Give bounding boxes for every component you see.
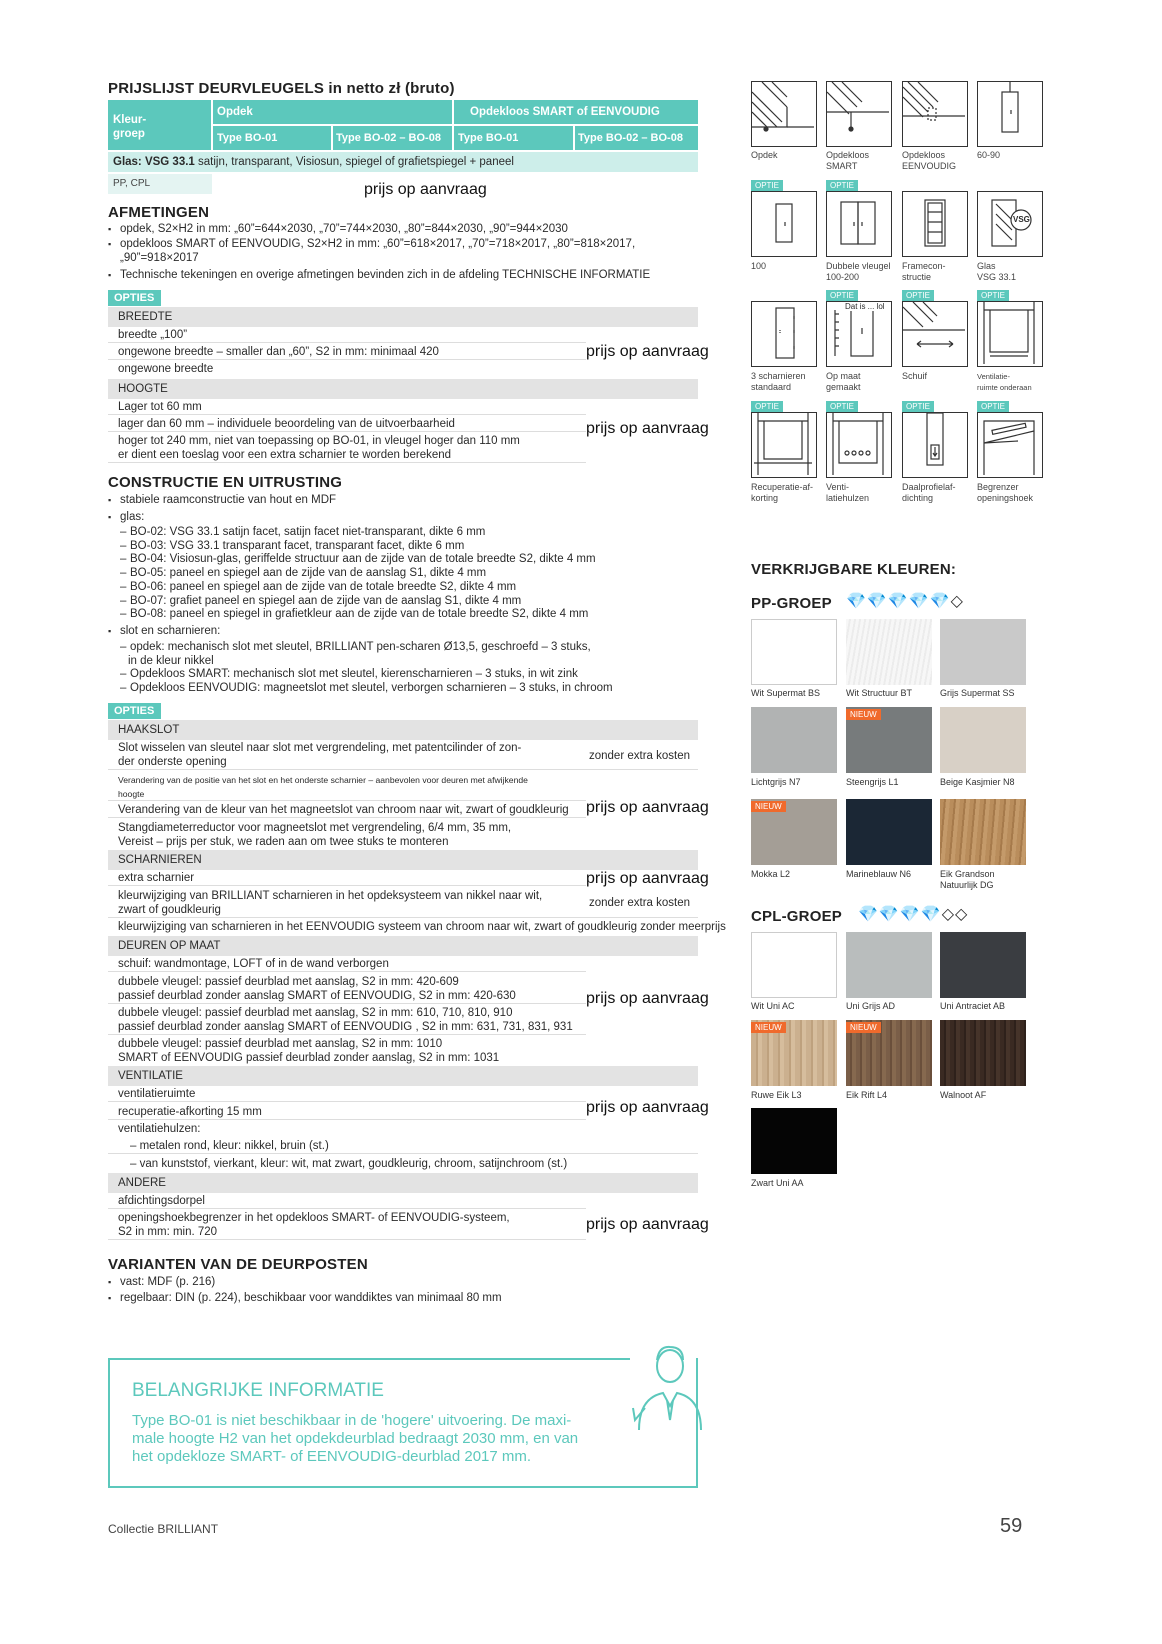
opdekloos-smart-icon [826,81,892,147]
optie-badge: OPTIE [977,401,1009,412]
icon-caption: Opdekloos SMART [826,150,870,171]
deuren-header: DEUREN OP MAAT [108,936,698,956]
breedte-header: BREEDTE [108,307,698,327]
door-100-icon [751,191,817,257]
pp-group-title: PP-GROEP [751,595,832,612]
table-row: ventilatieruimte [108,1087,586,1102]
col-type: Type BO-02 – BO-08 [575,126,698,150]
icon-caption: Opdek [751,150,778,160]
price-value: prijs op aanvraag [586,420,709,437]
optie-badge: OPTIE [826,290,858,301]
section-title: CONSTRUCTIE EN UITRUSTING [108,474,343,491]
color-label: Wit Structuur BT [846,688,913,698]
hoogte-header: HOOGTE [108,379,698,399]
custom-made-icon: Dat is ... lol [826,301,892,367]
price-value: prijs op aanvraag [364,181,487,198]
col-type: Type BO-01 [454,126,574,150]
opening-angle-limiter-icon [977,412,1043,478]
color-label: Beige Kasjmier N8 [940,777,1015,787]
table-row: hoger tot 240 mm, niet van toepassing op BO-01, in vleugel hoger dan 110 mm [118,435,520,447]
table-row: Vereist – prijs per stuk, we raden aan om twee stuks te monteren [118,836,449,848]
list-item: – BO-02: VSG 33.1 satijn facet, satijn facet niet-transparant, dikte 6 mm [108,526,728,540]
list-item: ▪ Technische tekeningen en overige afmetingen bevinden zich in de afdeling TECHNISCHE INFORMATIE [108,268,668,283]
optie-badge: OPTIE [826,401,858,412]
table-row: – van kunststof, vierkant, kleur: wit, mat zwart, goudkleurig, chroom, satijnchroom (st.) [130,1158,568,1170]
table-row: passief deurblad zonder aanslag SMART of EENVOUDIG, S2 in mm: 420-630 [108,989,586,1004]
color-swatch[interactable] [940,707,1026,773]
opties-tag: OPTIES [108,703,161,719]
colors-title: VERKRIJGBARE KLEUREN: [751,561,957,578]
color-label: Walnoot AF [940,1090,987,1100]
list-item: – opdek: mechanisch slot met sleutel, BRILLIANT pen-scharen Ø13,5, geschroefd – 3 stuks, [108,641,728,655]
list-item: ▪ glas: [108,510,708,525]
icon-caption: Opdekloos EENVOUDIG [902,150,957,171]
optie-badge: OPTIE [751,401,783,412]
color-label: Mokka L2 [751,869,791,879]
icon-caption: Framecon- structie [902,261,946,282]
page-number: 59 [1000,1515,1023,1537]
table-row: schuif: wandmontage, LOFT of in de wand verborgen [108,957,586,972]
table-row: ongewone breedte – smaller dan „60”, S2 in mm: minimaal 420 [108,345,586,360]
drop-seal-icon [902,412,968,478]
section-title: AFMETINGEN [108,204,210,221]
table-row: ongewone breedte [118,363,214,375]
ventilation-gap-icon [977,301,1043,367]
advisor-icon [625,1338,715,1438]
list-item: – Opdekloos EENVOUDIG: magneetslot met sleutel, verborgen scharnieren – 3 stuks, in chroom [108,682,728,696]
list-item: – BO-04: Visiosun-glas, geriffelde structuur aan de zijde van de totale breedte S2, dikte 4 mm [108,553,728,567]
recuperation-icon [751,412,817,478]
new-badge: NIEUW [846,1022,881,1033]
color-swatch[interactable] [940,1020,1026,1086]
col-opdekloos: Opdekloos SMART of EENVOUDIG [454,100,698,124]
cpl-group-title: CPL-GROEP [751,908,842,925]
door-width-icon [977,81,1043,147]
price-value: prijs op aanvraag [586,990,709,1007]
price-value: prijs op aanvraag [586,1099,709,1116]
table-row: Lager tot 60 mm [108,400,586,415]
slot-list [108,641,728,696]
icon-caption: Schuif [902,371,928,381]
icon-caption: 3 scharnieren standaard [751,371,806,392]
price-free: zonder extra kosten [589,750,691,762]
color-label: Zwart Uni AA [751,1178,804,1188]
table-row: S2 in mm: min. 720 [108,1225,586,1240]
afmetingen-list [108,222,668,282]
table-row: dubbele vleugel: passief deurblad met aanslag, S2 in mm: 610, 710, 810, 910 [118,1007,513,1019]
color-label: Eik Rift L4 [846,1090,888,1100]
list-item: ▪ vast: MDF (p. 216) [108,1274,668,1290]
new-badge: NIEUW [846,709,881,720]
glas-row: Glas: VSG 33.1 satijn, transparant, Visiosun, spiegel of grafietspiegel + paneel [108,152,698,172]
list-item: – BO-07: grafiet paneel en spiegel aan de zijde van de aanslag S1, dikte 4 mm [108,595,728,609]
color-label: Eik Grandson Natuurlijk DG [940,869,995,890]
scharnieren-header: SCHARNIEREN [108,850,698,870]
icon-caption: Op maat gemaakt [826,371,861,392]
sliding-door-icon [902,301,968,367]
new-badge: NIEUW [751,1022,786,1033]
color-label: Wit Uni AC [751,1001,795,1011]
icon-caption: 60-90 [977,150,1001,160]
page-title: PRIJSLIJST DEURVLEUGELS in netto zł (bruto) [108,80,455,97]
table-row: – metalen rond, kleur: nikkel, bruin (st.) [108,1139,698,1154]
hinges-icon [751,301,817,367]
varianten-list [108,1274,668,1306]
group-cell: PP, CPL [108,174,212,194]
table-row: recuperatie-afkorting 15 mm [108,1105,586,1120]
color-swatch[interactable] [940,619,1026,685]
table-row: der onderste opening [108,755,698,770]
table-row: Stangdiameterreductor voor magneetslot met vergrendeling, 6/4 mm, 35 mm, [118,822,512,834]
info-title: BELANGRIJKE INFORMATIE [132,1380,384,1401]
constructie-list [108,624,708,639]
price-value: prijs op aanvraag [586,870,709,887]
optie-badge: OPTIE [902,401,934,412]
optie-badge: OPTIE [826,180,858,191]
list-item: in de kleur nikkel [128,654,214,667]
table-row: zwart of goudkleurig [108,903,698,918]
footer-collection: Collectie BRILLIANT [108,1522,219,1536]
price-free: zonder extra kosten [589,897,691,909]
icon-caption: Daalprofielaf- dichting [902,482,956,503]
table-row: dubbele vleugel: passief deurblad met aanslag, S2 in mm: 1010 [118,1038,443,1050]
color-swatch[interactable] [846,932,932,998]
table-row: extra scharnier [108,871,586,886]
table-row: SMART of EENVOUDIG passief deurblad zonder aanslag, S2 in mm: 1031 [118,1052,500,1064]
color-swatch[interactable] [940,932,1026,998]
table-row: afdichtingsdorpel [108,1194,586,1209]
list-item: ▪ regelbaar: DIN (p. 224), beschikbaar voor wanddiktes van minimaal 80 mm [108,1290,668,1306]
list-item: – BO-06: paneel en spiegel aan de zijde van de totale breedte S2, dikte 4 mm [108,581,728,595]
price-value: prijs op aanvraag [586,1216,709,1233]
color-swatch[interactable] [751,932,837,998]
icon-caption: Glas VSG 33.1 [977,261,1017,282]
opties-tag: OPTIES [108,290,161,306]
list-item: – BO-03: VSG 33.1 transparant facet, transparant facet, dikte 6 mm [108,540,728,554]
haakslot-header: HAAKSLOT [108,720,698,740]
col-type: Type BO-02 – BO-08 [333,126,453,150]
table-row: openingshoekbegrenzer in het opdekloos SMART- of EENVOUDIG-systeem, [118,1212,510,1224]
constructie-list [108,493,708,524]
color-label: Grijs Supermat SS [940,688,1015,698]
table-row: hoogte [118,789,145,799]
color-label: Wit Supermat BS [751,688,821,698]
col-kleurgroep: Kleur-groep [113,114,147,140]
table-row: kleurwijziging van BRILLIANT scharnieren in het opdeksysteem van nikkel naar wit, [118,890,543,902]
ventilatie-header: VENTILATIE [108,1066,698,1086]
list-item: ▪ stabiele raamconstructie van hout en MDF [108,493,708,508]
list-item: ▪ opdek, S2×H2 in mm: „60”=644×2030, „70”=744×2030, „80”=844×2030, „90”=944×2030 [108,222,668,237]
list-item: – BO-05: paneel en spiegel aan de zijde van de aanslag S1, dikte 4 mm [108,567,728,581]
icon-caption: Ventilatie- ruimte onderaan [977,372,1032,392]
optie-badge: OPTIE [977,290,1009,301]
color-label: Lichtgrijs N7 [751,777,801,787]
table-row: Verandering van de kleur van het magneetslot van chroom naar wit, zwart of goudkleurig [108,803,586,818]
new-badge: NIEUW [751,801,786,812]
col-type: Type BO-01 [213,126,332,150]
ventilation-sleeves-icon [826,412,892,478]
info-text: Type BO-01 is niet beschikbaar in de 'hogere' uitvoering. De maxi- male hoogte H2 van het opdekdeurblad bedraagt 2030 mm, en van het opdekloze SMART- of EENVOUDIG-deurblad 2017 mm. [132,1412,579,1465]
color-label: Uni Grijs AD [846,1001,896,1011]
price-value: prijs op aanvraag [586,799,709,816]
list-item: ▪ slot en scharnieren: [108,624,708,639]
opdekloos-eenvoudig-icon [902,81,968,147]
optie-badge: OPTIE [751,180,783,191]
opdek-icon [751,81,817,147]
color-label: Ruwe Eik L3 [751,1090,802,1100]
color-swatch[interactable] [940,799,1026,865]
color-label: Uni Antraciet AB [940,1001,1006,1011]
color-swatch[interactable] [846,799,932,865]
section-title: VARIANTEN VAN DE DEURPOSTEN [108,1256,368,1273]
table-row: er dient een toeslag voor een extra scharnier te worden berekend [108,448,586,463]
double-door-icon [826,191,892,257]
color-swatch[interactable] [751,619,837,685]
table-row: passief deurblad zonder aanslag SMART of EENVOUDIG , S2 in mm: 631, 731, 831, 931 [108,1020,586,1035]
price-value: prijs op aanvraag [586,343,709,360]
glass-vsg-icon: VSG [977,191,1043,257]
icon-caption: Venti- latiehulzen [826,482,870,503]
icon-caption: Recuperatie-af- korting [751,482,814,503]
andere-header: ANDERE [108,1173,698,1193]
list-item: – Opdekloos SMART: mechanisch slot met sleutel, kierenscharnieren – 3 stuks, in wit zink [108,668,728,682]
table-row: breedte „100” [108,328,586,343]
list-item: – BO-08: paneel en spiegel in grafietkleur aan de zijde van de totale breedte S2, dikte 4 mm [108,608,728,622]
table-row: Slot wisselen van sleutel naar slot met vergrendeling, met patentcilinder of zon- [118,742,522,754]
diamond-rating-icon: 💎💎💎💎◇◇ [858,906,969,923]
icon-caption: 100 [751,261,767,271]
icon-caption: Begrenzer openingshoek [977,482,1034,503]
color-swatch[interactable] [846,619,932,685]
table-row: ventilatiehulzen: [118,1123,201,1135]
color-swatch[interactable] [751,707,837,773]
table-row: lager dan 60 mm – individuele beoordeling van de uitvoerbaarheid [108,417,586,432]
frame-construction-icon [902,191,968,257]
icon-caption: Dubbele vleugel 100-200 [826,261,891,282]
glas-list [108,526,728,622]
diamond-rating-icon: 💎💎💎💎💎◇ [846,593,964,610]
table-row: kleurwijziging van scharnieren in het EENVOUDIG systeem van chroom naar wit, zwart of goudkleurig zonder meerprijs [118,921,726,933]
table-row: Verandering van de positie van het slot en het onderste scharnier – aanbevolen voor deuren met afwijkende [118,775,528,785]
color-label: Marineblauw N6 [846,869,912,879]
table-row: dubbele vleugel: passief deurblad met aanslag, S2 in mm: 420-609 [118,976,459,988]
color-label: Steengrijs L1 [846,777,899,787]
optie-badge: OPTIE [902,290,934,301]
color-swatch[interactable] [751,1108,837,1174]
list-item: ▪ opdekloos SMART of EENVOUDIG, S2×H2 in mm: „60”=618×2017, „70”=718×2017, „80”=818×2017, „90”=918×2017 [108,237,668,266]
col-opdek: Opdek [213,100,453,124]
